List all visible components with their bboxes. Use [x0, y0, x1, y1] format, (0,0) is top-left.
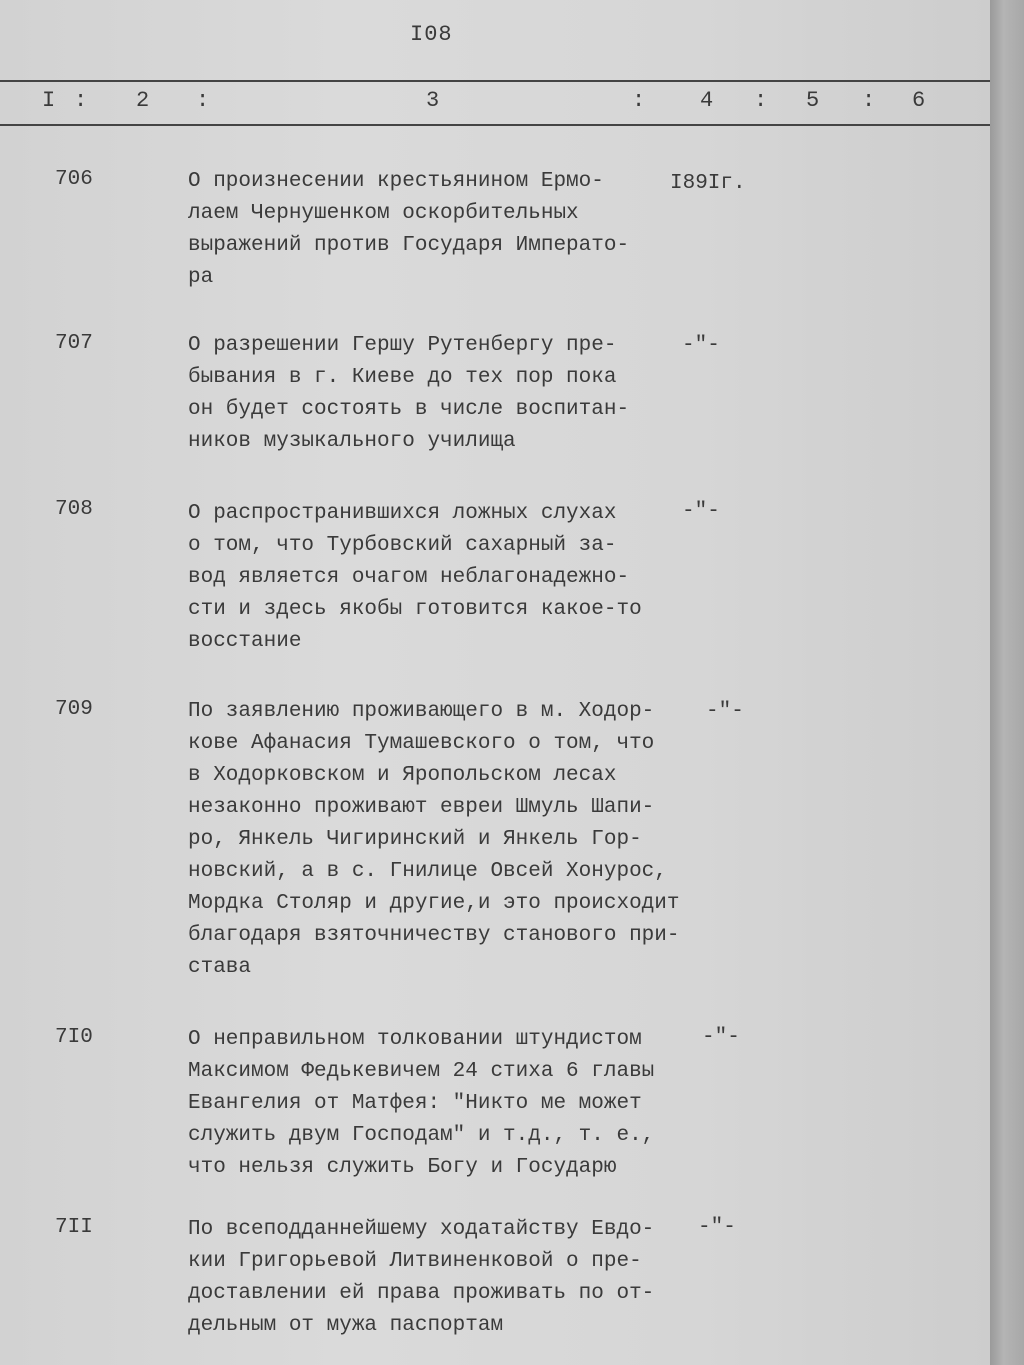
column-separator: : — [196, 88, 210, 113]
column-header-5: 5 — [806, 88, 820, 113]
row-line: благодаря взяточничеству станового при- — [188, 924, 680, 947]
row-title — [188, 696, 708, 984]
row-line: выражений против Государя Императо- — [188, 234, 630, 257]
row-title — [188, 330, 708, 458]
row-ditto-mark: -"- — [702, 1026, 740, 1049]
row-line: лаем Чернушенком оскорбительных — [188, 202, 579, 225]
page-edge — [990, 0, 1024, 1365]
row-line: ро, Янкель Чигиринский и Янкель Гор- — [188, 828, 642, 851]
row-line: става — [188, 956, 252, 979]
row-line: незаконно проживают евреи Шмуль Шапи- — [188, 796, 655, 819]
column-separator: : — [632, 88, 646, 113]
row-line: По всеподданнейшему ходатайству Евдо- — [188, 1218, 655, 1241]
row-line: сти и здесь якобы готовится какое-то — [188, 598, 642, 621]
row-title — [188, 1214, 708, 1342]
row-number: 7I0 — [55, 1026, 93, 1049]
header-top-rule — [0, 80, 990, 82]
row-ditto-mark: -"- — [698, 1216, 736, 1239]
row-line: бывания в г. Киеве до тех пор пока — [188, 366, 617, 389]
column-header-6: 6 — [912, 88, 926, 113]
column-header-3: 3 — [426, 88, 440, 113]
row-ditto-mark: -"- — [682, 334, 720, 357]
row-line: Максимом Федькевичем 24 стиха 6 главы — [188, 1060, 655, 1083]
row-line: кии Григорьевой Литвиненковой о пре- — [188, 1250, 642, 1273]
column-separator: : — [754, 88, 768, 113]
header-bottom-rule — [0, 124, 990, 126]
row-line: он будет состоять в числе воспитан- — [188, 398, 630, 421]
column-separator: : — [74, 88, 88, 113]
row-line: О разрешении Гершу Рутенбергу пре- — [188, 334, 617, 357]
row-line: восстание — [188, 630, 302, 653]
row-line: По заявлению проживающего в м. Ходор- — [188, 700, 655, 723]
row-line: Мордка Столяр и другие,и это происходит — [188, 892, 680, 915]
row-line: доставлении ей права проживать по от- — [188, 1282, 655, 1305]
column-header-2: 2 — [136, 88, 150, 113]
column-separator: : — [862, 88, 876, 113]
column-header-4: 4 — [700, 88, 714, 113]
row-title — [188, 498, 708, 658]
row-line: ра — [188, 266, 214, 289]
row-line: О неправильном толковании штундистом — [188, 1028, 642, 1051]
row-line: О распространившихся ложных слухах — [188, 502, 617, 525]
row-line: что нельзя служить Богу и Государю — [188, 1156, 617, 1179]
row-line: в Ходорковском и Яропольском лесах — [188, 764, 617, 787]
row-line: о том, что Турбовский сахарный за- — [188, 534, 617, 557]
row-title — [188, 1024, 708, 1184]
row-line: дельным от мужа паспортам — [188, 1314, 504, 1337]
row-line: вод является очагом неблагонадежно- — [188, 566, 630, 589]
row-year: I89Iг. — [670, 172, 746, 195]
row-line: кове Афанасия Тумашевского о том, что — [188, 732, 655, 755]
row-number: 7II — [55, 1216, 93, 1239]
row-number: 709 — [55, 698, 93, 721]
row-ditto-mark: -"- — [706, 700, 744, 723]
row-line: новский, а в с. Гнилице Овсей Хонурос, — [188, 860, 667, 883]
row-line: Евангелия от Матфея: "Никто ме может — [188, 1092, 642, 1115]
row-line: ников музыкального училища — [188, 430, 516, 453]
column-header-1: I — [42, 88, 56, 113]
page-number: I08 — [410, 22, 453, 47]
row-title — [188, 166, 708, 294]
row-line: О произнесении крестьянином Ермо- — [188, 170, 604, 193]
row-number: 707 — [55, 332, 93, 355]
row-line: служить двум Господам" и т.д., т. е., — [188, 1124, 655, 1147]
row-number: 708 — [55, 498, 93, 521]
row-ditto-mark: -"- — [682, 500, 720, 523]
row-number: 706 — [55, 168, 93, 191]
